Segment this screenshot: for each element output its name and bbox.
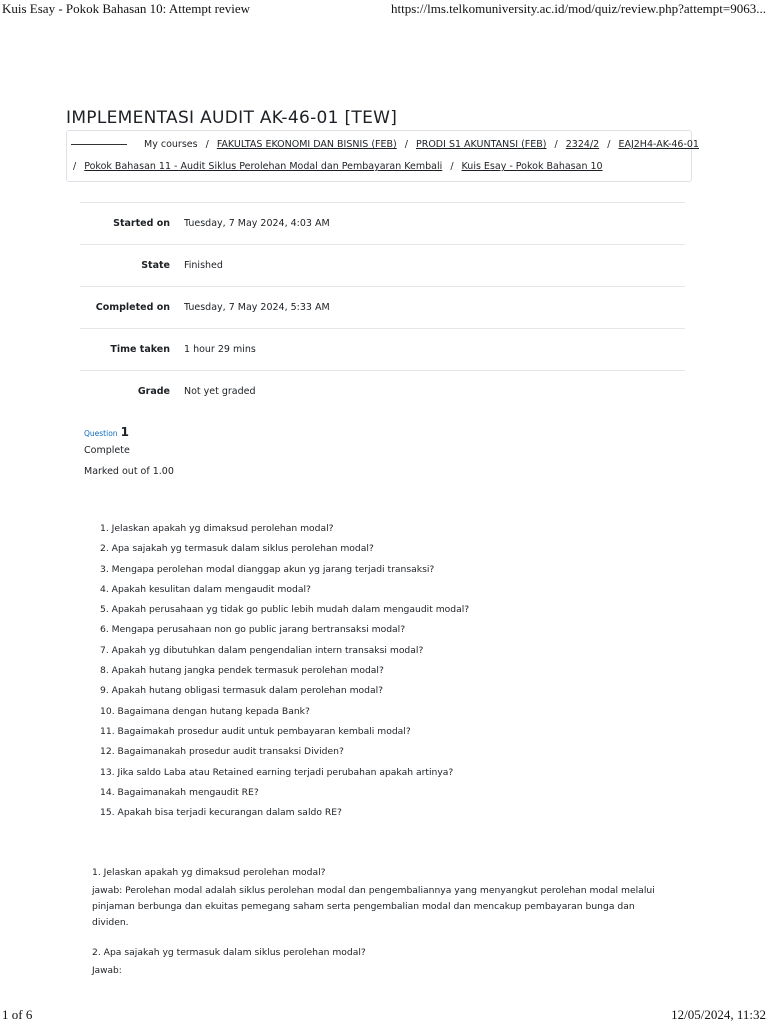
list-item: 12. Bagaimanakah prosedur audit transaksi Dividen? [100,746,344,758]
summary-value: Finished [184,245,685,287]
print-page-title: Kuis Esay - Pokok Bahasan 10: Attempt review [2,1,251,16]
question-label: Question [84,429,118,438]
summary-row-completed [80,287,685,329]
list-item: 6. Mengapa perusahaan non go public jarang bertransaksi modal? [100,624,406,636]
summary-value: 1 hour 29 mins [184,329,685,371]
question-list [100,522,469,826]
list-item: 13. Jika saldo Laba atau Retained earning terjadi perubahan apakah artinya? [100,766,454,778]
summary-row-grade [80,371,685,413]
list-item: 11. Bagaimakah prosedur audit untuk pembayaran kembali modal? [100,725,411,737]
breadcrumb-section[interactable]: Pokok Bahasan 11 - Audit Siklus Perolehan Modal dan Pembayaran Kembali [84,161,443,172]
breadcrumb [66,130,699,182]
breadcrumb-semester[interactable]: 2324/2 [565,139,600,150]
breadcrumb-course[interactable]: EAJ2H4-AK-46-01 [618,139,699,150]
summary-label: Started on [80,203,184,245]
summary-value: Tuesday, 7 May 2024, 4:03 AM [184,203,685,245]
breadcrumb-separator: / [73,161,77,172]
breadcrumb-quiz[interactable]: Kuis Esay - Pokok Bahasan 10 [461,161,603,172]
list-item: 10. Bagaimana dengan hutang kepada Bank? [100,705,310,717]
breadcrumb-my-courses[interactable]: My courses [144,139,198,150]
page-title: IMPLEMENTASI AUDIT AK-46-01 [TEW] [66,108,398,128]
print-footer [2,1007,766,1023]
answer-response [92,865,662,976]
answer-text-1: jawab: Perolehan modal adalah siklus perolehan modal dan pengembaliannya yang menyangkut perolehan modal melalui pinjaman berbunga dan ekuitas pemegang saham serta pengembalian modal dan mencakup pembayaran bunga dan dividen. [92,885,655,928]
print-page-number: 1 of 6 [2,1007,33,1022]
question-number: 1 [120,425,129,439]
summary-label: State [80,245,184,287]
print-datetime: 12/05/2024, 11:32 [671,1007,766,1022]
list-item: 14. Bagaimanakah mengaudit RE? [100,786,259,798]
breadcrumb-separator: / [554,139,558,150]
list-item: 3. Mengapa perolehan modal dianggap akun yg jarang terjadi transaksi? [100,563,435,575]
list-item: 7. Apakah yg dibutuhkan dalam pengendalian intern transaksi modal? [100,644,424,656]
list-item: 2. Apa sajakah yg termasuk dalam siklus perolehan modal? [100,543,374,555]
summary-value: Tuesday, 7 May 2024, 5:33 AM [184,287,685,329]
summary-row-started [80,203,685,245]
breadcrumb-program[interactable]: PRODI S1 AKUNTANSI (FEB) [416,139,547,150]
list-item: 9. Apakah hutang obligasi termasuk dalam perolehan modal? [100,685,384,697]
summary-row-state [80,245,685,287]
breadcrumb-separator: / [607,139,611,150]
breadcrumb-divider-line [71,144,127,145]
breadcrumb-faculty[interactable]: FAKULTAS EKONOMI DAN BISNIS (FEB) [216,139,397,150]
breadcrumb-separator: / [404,139,408,150]
print-header [2,1,766,17]
question-state: Complete [84,445,130,456]
list-item: 4. Apakah kesulitan dalam mengaudit modal? [100,583,311,595]
list-item: 8. Apakah hutang jangka pendek termasuk perolehan modal? [100,665,384,677]
print-page-url: https://lms.telkomuniversity.ac.id/mod/quiz/review.php?attempt=9063... [390,1,766,16]
list-item: 5. Apakah perusahaan yg tidak go public lebih mudah dalam mengaudit modal? [100,604,470,616]
summary-label: Grade [80,371,184,413]
summary-label: Time taken [80,329,184,371]
answer-question-2: 2. Apa sajakah yg termasuk dalam siklus perolehan modal? [92,947,366,958]
list-item: 15. Apakah bisa terjadi kecurangan dalam saldo RE? [100,807,342,819]
list-item: 1. Jelaskan apakah yg dimaksud perolehan modal? [100,523,334,534]
question-info [84,425,174,477]
answer-question-1: 1. Jelaskan apakah yg dimaksud perolehan modal? [92,867,326,878]
question-marks: Marked out of 1.00 [84,466,174,477]
answer-text-2-partial: Jawab: [92,966,122,976]
breadcrumb-separator: / [450,161,454,172]
summary-label: Completed on [80,287,184,329]
summary-row-time-taken [80,329,685,371]
breadcrumb-separator: / [205,139,209,150]
summary-value: Not yet graded [184,371,685,413]
attempt-summary-table [80,202,685,412]
